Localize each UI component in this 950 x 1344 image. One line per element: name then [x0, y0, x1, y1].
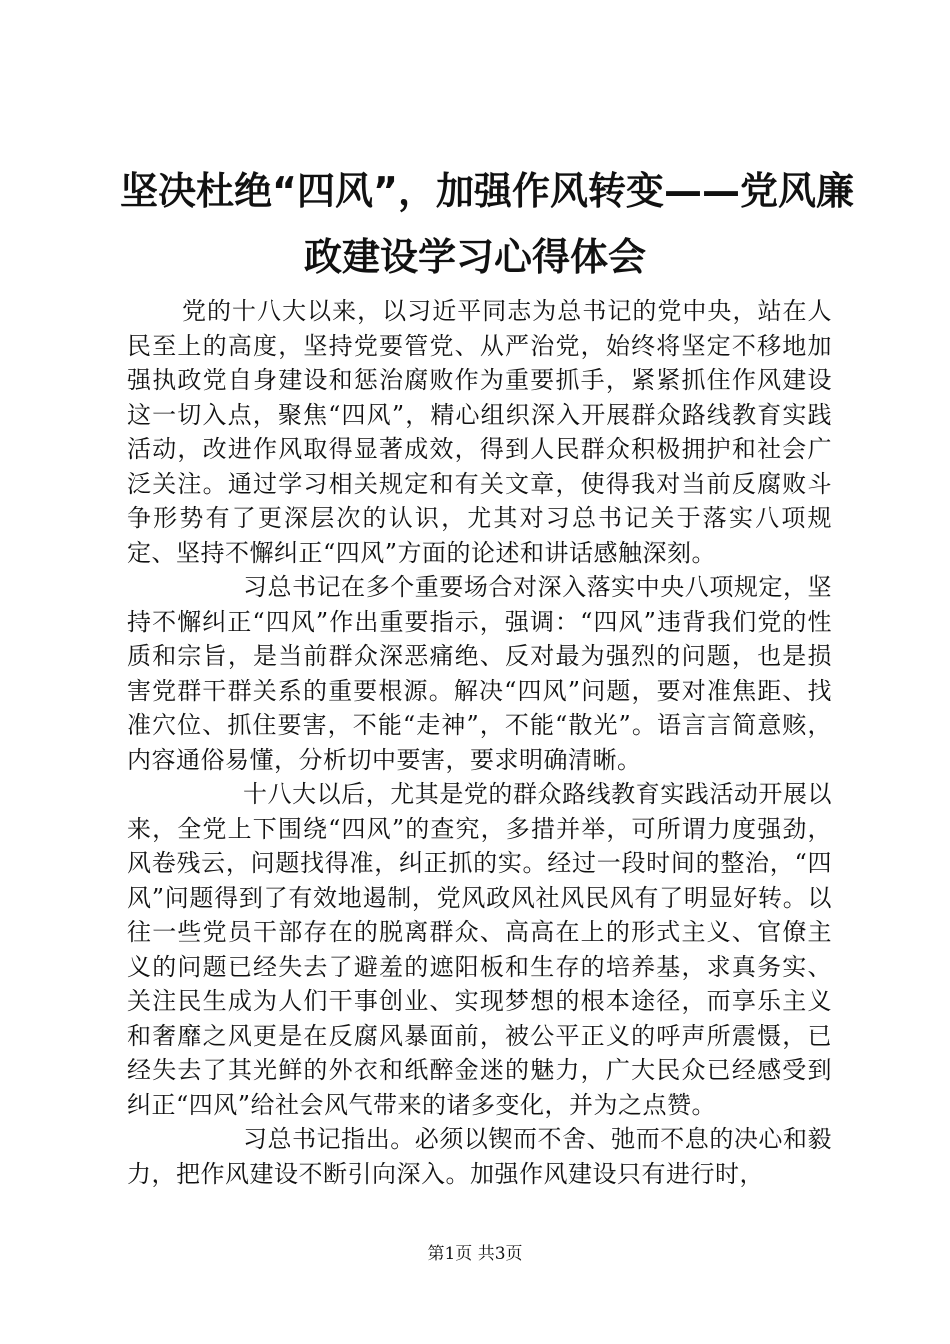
paragraph-4: 习总书记指出。必须以锲而不舍、弛而不息的决心和毅力，把作风建设不断引向深入。加强作风建设只有进行时，	[127, 1125, 832, 1188]
paragraph-1: 党的十八大以来，以习近平同志为总书记的党中央，站在人民至上的高度，坚持党要管党、从严治党，始终将坚定不移地加强执政党自身建设和惩治腐败作为重要抓手，紧紧抓住作风建设这一切入点，聚焦“四风”，精心组织深入开展群众路线教育实践活动，改进作风取得显著成效，得到人民群众积极拥护和社会广泛关注。通过学习相关规定和有关文章，使得我对当前反腐败斗争形势有了更深层次的认识，尤其对习总书记关于落实八项规定、坚持不懈纠正“四风”方面的论述和讲话感触深刻。	[127, 297, 832, 567]
document-body	[127, 294, 832, 1191]
paragraph-3: 十八大以后，尤其是党的群众路线教育实践活动开展以来，全党上下围绕“四风”的查究，多措并举，可所谓力度强劲，风卷残云，问题找得准，纠正抓的实。经过一段时间的整治，“四风”问题得到了有效地遏制，党风政风社风民风有了明显好转。以往一些党员干部存在的脱离群众、高高在上的形式主义、官僚主义的问题已经失去了避羞的遮阳板和生存的培养基，求真务实、关注民生成为人们干事创业、实现梦想的根本途径，而享乐主义和奢靡之风更是在反腐风暴面前，被公平正义的呼声所震慑，已经失去了其光鲜的外衣和纸醉金迷的魅力，广大民众已经感受到纠正“四风”给社会风气带来的诸多变化，并为之点赞。	[127, 780, 832, 1119]
title-line-2: 政建设学习心得体会	[303, 235, 646, 279]
page-footer: 第1页 共3页	[427, 1244, 523, 1264]
document-title	[120, 158, 854, 290]
title-line-1: 坚决杜绝“四风”，加强作风转变——党风廉	[120, 169, 854, 213]
paragraph-2: 习总书记在多个重要场合对深入落实中央八项规定，坚持不懈纠正“四风”作出重要指示，强调：“四风”违背我们党的性质和宗旨，是当前群众深恶痛绝、反对最为强烈的问题，也是损害党群干群关系的重要根源。解决“四风”问题，要对准焦距、找准穴位、抓住要害，不能“走神”，不能“散光”。语言言简意赅，内容通俗易懂，分析切中要害，要求明确清晰。	[127, 573, 832, 774]
